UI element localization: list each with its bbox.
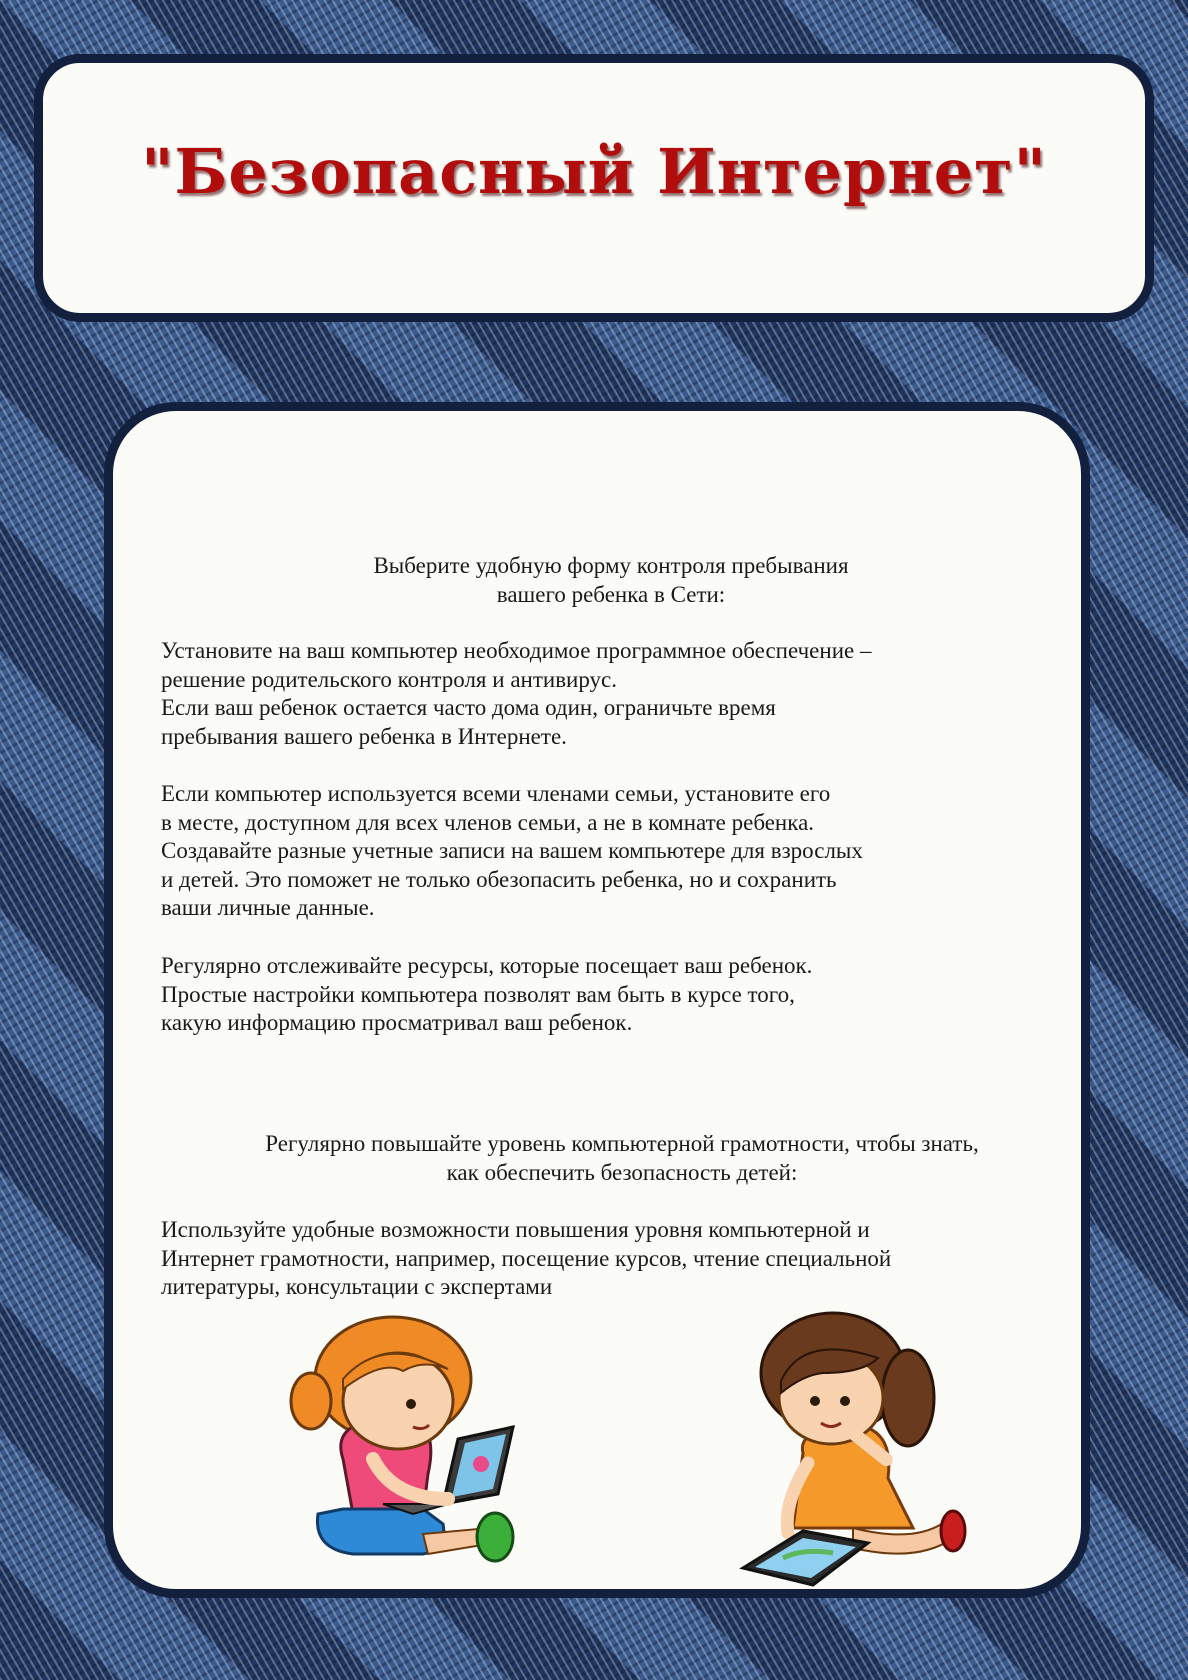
text-line: ваши личные данные.: [161, 895, 375, 921]
text-line: решение родительского контроля и антивирус.: [161, 666, 618, 692]
text-line: Регулярно отслеживайте ресурсы, которые посещает ваш ребенок.: [161, 953, 813, 978]
section-2-heading: [161, 1130, 1083, 1187]
girl-with-laptop-illustration: [273, 1309, 543, 1579]
text-line: и детей. Это поможет не только обезопасить ребенка, но и сохранить: [161, 866, 837, 892]
paragraph: [161, 1216, 1081, 1302]
text-line: Если ваш ребенок остается часто дома один, ограничьте время: [161, 695, 776, 721]
text-line: в месте, доступном для всех членов семьи, а не в комнате ребенка.: [161, 809, 815, 835]
text-line: пребывания вашего ребенка в Интернете.: [161, 723, 567, 749]
text-line: Если компьютер используется всеми членами семьи, установите его: [161, 781, 831, 806]
text-line: Создавайте разные учетные записи на вашем компьютере для взрослых: [161, 838, 863, 864]
girl-with-tablet-illustration: [703, 1303, 983, 1593]
paragraph: [161, 780, 1061, 923]
text-line: Интернет грамотности, например, посещение курсов, чтение специальной: [161, 1245, 892, 1271]
title-panel: [34, 54, 1154, 322]
text-line: Используйте удобные возможности повышения уровня компьютерной и: [161, 1217, 870, 1242]
paragraph: [161, 637, 1061, 751]
heading-line: Регулярно повышайте уровень компьютерной грамотности, чтобы знать,: [265, 1131, 979, 1156]
text-line: литературы, консультации с экспертами: [161, 1274, 553, 1300]
heading-line: вашего ребенка в Сети:: [496, 581, 726, 607]
text-line: Простые настройки компьютера позволят вам быть в курсе того,: [161, 981, 795, 1007]
paragraph: [161, 952, 1061, 1038]
heading-line: Выберите удобную форму контроля пребывания: [373, 553, 849, 578]
heading-line: как обеспечить безопасность детей:: [446, 1159, 798, 1185]
section-1-heading: [161, 552, 1061, 609]
page-title: "Безопасный Интернет": [141, 135, 1047, 208]
content-panel: [104, 402, 1090, 1598]
text-line: Установите на ваш компьютер необходимое программное обеспечение –: [161, 638, 872, 663]
text-line: какую информацию просматривал ваш ребенок.: [161, 1010, 633, 1036]
